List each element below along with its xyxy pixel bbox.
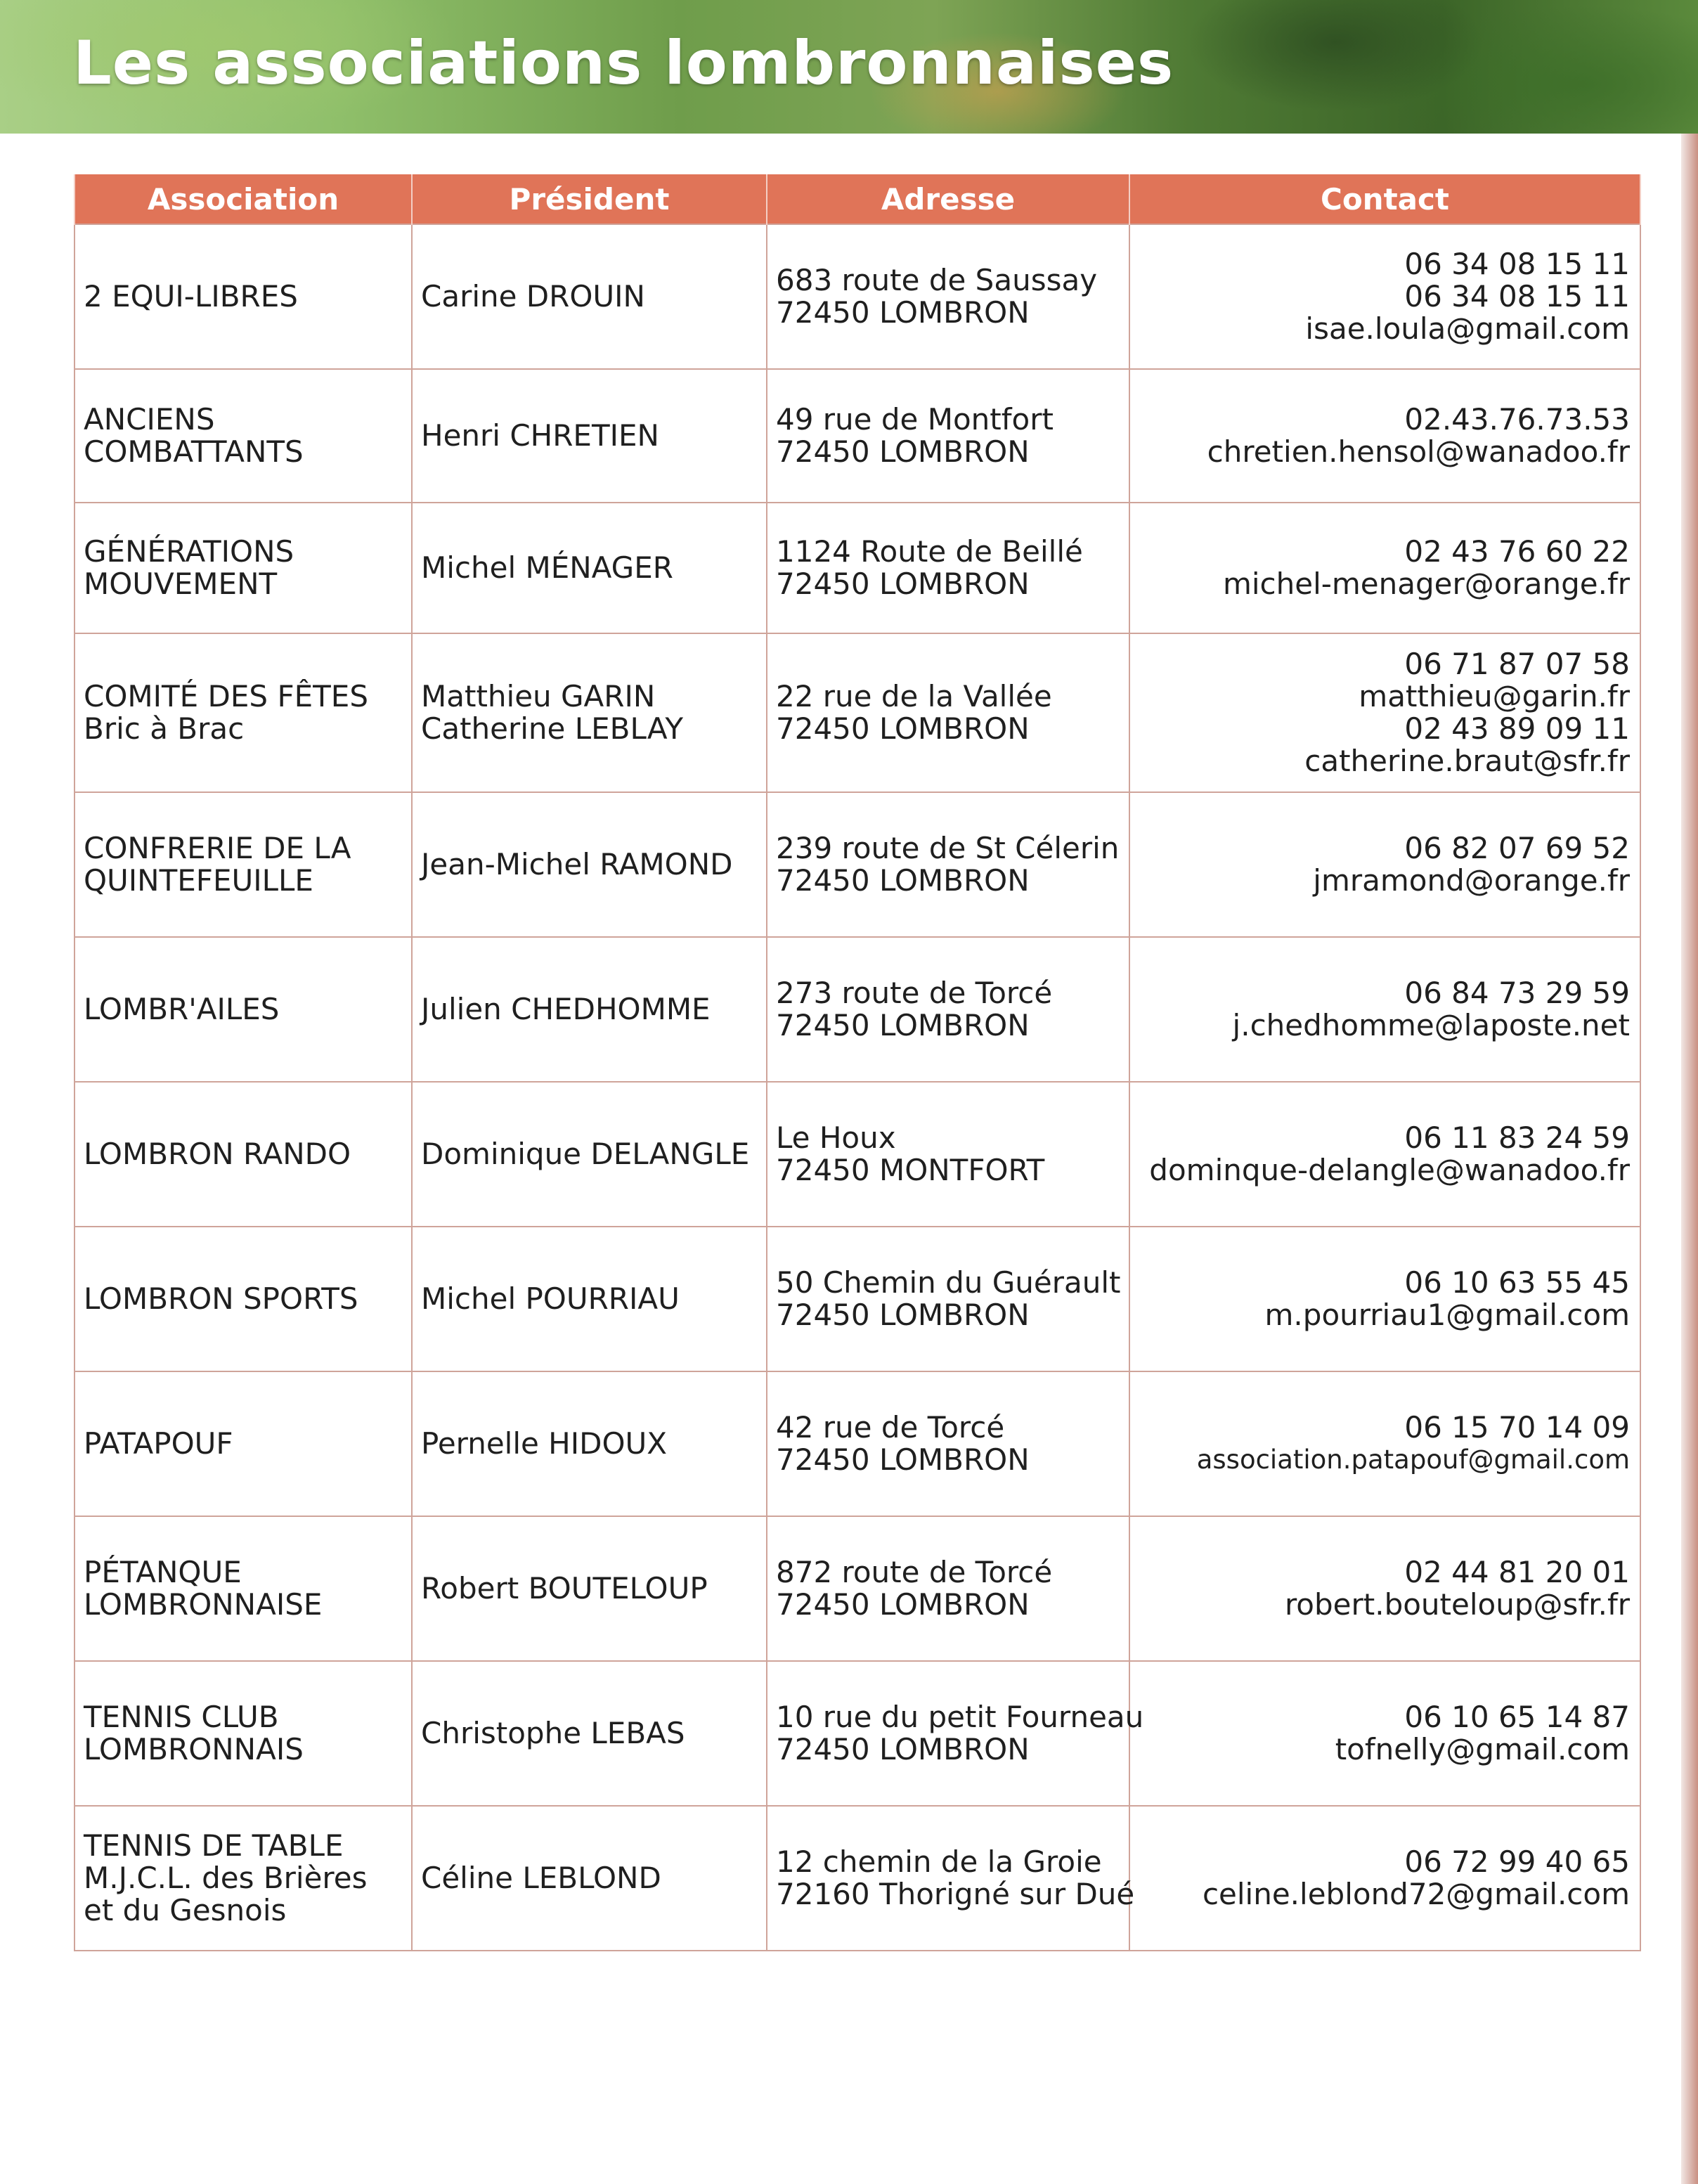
- table-row: [74, 633, 1640, 792]
- association-name: et du Gesnois: [84, 1893, 287, 1927]
- adresse-cell: [767, 1516, 1129, 1661]
- contact-cell: [1129, 633, 1640, 792]
- contact-email: isae.loula@gmail.com: [1305, 311, 1630, 346]
- contact-phone: 02 44 81 20 01: [1404, 1555, 1630, 1589]
- association-name: COMITÉ DES FÊTES: [84, 679, 368, 713]
- president-name: Céline LEBLOND: [421, 1861, 661, 1895]
- association-name: PATAPOUF: [84, 1426, 233, 1461]
- president-name: Carine DROUIN: [421, 279, 645, 314]
- table-header-row: [74, 174, 1640, 224]
- address-line: 72450 LOMBRON: [776, 863, 1030, 898]
- address-line: 22 rue de la Vallée: [776, 679, 1052, 713]
- president-name: Pernelle HIDOUX: [421, 1426, 668, 1461]
- association-name: M.J.C.L. des Brières: [84, 1861, 368, 1895]
- association-cell: [74, 1371, 412, 1516]
- contact-cell: [1129, 369, 1640, 503]
- association-cell: [74, 633, 412, 792]
- association-name: COMBATTANTS: [84, 434, 304, 469]
- president-cell: [412, 1806, 767, 1951]
- contact-phone: 06 71 87 07 58: [1404, 647, 1630, 681]
- contact-cell: [1129, 1806, 1640, 1951]
- contact-email: catherine.braut@sfr.fr: [1304, 744, 1630, 778]
- address-line: 72450 LOMBRON: [776, 295, 1030, 330]
- contact-phone: 06 11 83 24 59: [1404, 1120, 1630, 1155]
- president-cell: [412, 1661, 767, 1806]
- president-name: Michel POURRIAU: [421, 1281, 680, 1316]
- contact-cell: [1129, 1516, 1640, 1661]
- address-line: 683 route de Saussay: [776, 263, 1098, 297]
- address-line: 1124 Route de Beillé: [776, 534, 1083, 569]
- contact-cell: [1129, 792, 1640, 937]
- contact-email: m.pourriau1@gmail.com: [1264, 1298, 1630, 1332]
- president-cell: [412, 1082, 767, 1227]
- contact-cell: [1129, 1082, 1640, 1227]
- association-cell: [74, 369, 412, 503]
- table-row: [74, 1661, 1640, 1806]
- association-name: LOMBRON SPORTS: [84, 1281, 358, 1316]
- president-name: Henri CHRETIEN: [421, 418, 659, 453]
- address-line: 72450 LOMBRON: [776, 1008, 1030, 1042]
- association-cell: [74, 1806, 412, 1951]
- association-cell: [74, 792, 412, 937]
- president-name: Jean-Michel RAMOND: [421, 847, 733, 881]
- association-name: LOMBRONNAISE: [84, 1587, 323, 1622]
- table-row: [74, 224, 1640, 369]
- contact-phone: 06 84 73 29 59: [1404, 976, 1630, 1010]
- table-row: [74, 1371, 1640, 1516]
- president-name: Catherine LEBLAY: [421, 711, 683, 746]
- table-row: [74, 1082, 1640, 1227]
- contact-email: chretien.hensol@wanadoo.fr: [1207, 434, 1630, 469]
- president-cell: [412, 937, 767, 1082]
- president-name: Matthieu GARIN: [421, 679, 656, 713]
- president-cell: [412, 1516, 767, 1661]
- association-name: MOUVEMENT: [84, 567, 278, 601]
- association-cell: [74, 1227, 412, 1371]
- president-cell: [412, 224, 767, 369]
- president-name: Robert BOUTELOUP: [421, 1571, 708, 1605]
- association-cell: [74, 1661, 412, 1806]
- adresse-cell: [767, 792, 1129, 937]
- column-header-association: Association: [74, 174, 412, 224]
- contact-cell: [1129, 224, 1640, 369]
- contact-email: jmramond@orange.fr: [1313, 863, 1630, 898]
- contact-phone: 06 34 08 15 11: [1404, 279, 1630, 314]
- president-name: Michel MÉNAGER: [421, 550, 673, 585]
- president-cell: [412, 633, 767, 792]
- association-name: TENNIS DE TABLE: [84, 1828, 344, 1863]
- address-line: 72160 Thorigné sur Dué: [776, 1877, 1135, 1911]
- column-header-adresse: Adresse: [767, 174, 1129, 224]
- adresse-cell: [767, 1082, 1129, 1227]
- address-line: 273 route de Torcé: [776, 976, 1053, 1010]
- president-name: Christophe LEBAS: [421, 1716, 685, 1750]
- president-name: Julien CHEDHOMME: [421, 992, 711, 1026]
- association-name: 2 EQUI-LIBRES: [84, 279, 298, 314]
- president-cell: [412, 1227, 767, 1371]
- association-cell: [74, 224, 412, 369]
- contact-phone: 02.43.76.73.53: [1404, 402, 1630, 437]
- contact-phone: 06 82 07 69 52: [1404, 831, 1630, 865]
- association-cell: [74, 1082, 412, 1227]
- adresse-cell: [767, 1371, 1129, 1516]
- contact-email: celine.leblond72@gmail.com: [1202, 1877, 1630, 1911]
- associations-table: [74, 174, 1641, 1951]
- contact-cell: [1129, 503, 1640, 633]
- contact-phone: 02 43 76 60 22: [1404, 534, 1630, 569]
- page-title: Les associations lombronnaises: [73, 28, 1174, 98]
- table-row: [74, 1806, 1640, 1951]
- address-line: 49 rue de Montfort: [776, 402, 1054, 437]
- association-name: ANCIENS: [84, 402, 215, 437]
- association-name: LOMBR'AILES: [84, 992, 280, 1026]
- association-cell: [74, 503, 412, 633]
- contact-phone: 02 43 89 09 11: [1404, 711, 1630, 746]
- table-row: [74, 503, 1640, 633]
- contact-phone: 06 15 70 14 09: [1404, 1410, 1630, 1445]
- contact-email: tofnelly@gmail.com: [1335, 1732, 1630, 1766]
- address-line: 72450 LOMBRON: [776, 711, 1030, 746]
- table-row: [74, 937, 1640, 1082]
- adresse-cell: [767, 503, 1129, 633]
- adresse-cell: [767, 937, 1129, 1082]
- adresse-cell: [767, 369, 1129, 503]
- adresse-cell: [767, 1806, 1135, 1951]
- address-line: 72450 LOMBRON: [776, 434, 1030, 469]
- adresse-cell: [767, 633, 1129, 792]
- contact-phone: 06 72 99 40 65: [1404, 1844, 1630, 1879]
- table-row: [74, 792, 1640, 937]
- adresse-cell: [767, 224, 1129, 369]
- president-cell: [412, 369, 767, 503]
- address-line: 72450 MONTFORT: [776, 1153, 1045, 1187]
- contact-cell: [1129, 1371, 1640, 1516]
- contact-email: robert.bouteloup@sfr.fr: [1284, 1587, 1630, 1622]
- association-name: CONFRERIE DE LA: [84, 831, 351, 865]
- association-name: LOMBRONNAIS: [84, 1732, 304, 1766]
- association-name: GÉNÉRATIONS: [84, 534, 294, 569]
- table-row: [74, 1227, 1640, 1371]
- address-line: 50 Chemin du Guérault: [776, 1265, 1121, 1300]
- contact-phone: 06 34 08 15 11: [1404, 247, 1630, 281]
- association-name: QUINTEFEUILLE: [84, 863, 313, 898]
- table-row: [74, 1516, 1640, 1661]
- president-cell: [412, 792, 767, 937]
- president-name: Dominique DELANGLE: [421, 1137, 750, 1171]
- contact-phone: 06 10 65 14 87: [1404, 1700, 1630, 1734]
- association-name: PÉTANQUE: [84, 1555, 242, 1589]
- address-line: 72450 LOMBRON: [776, 1298, 1030, 1332]
- association-name: Bric à Brac: [84, 711, 245, 746]
- adresse-cell: [767, 1661, 1144, 1806]
- address-line: 10 rue du petit Fourneau: [776, 1700, 1144, 1734]
- association-name: TENNIS CLUB: [84, 1700, 279, 1734]
- contact-email: matthieu@garin.fr: [1359, 679, 1630, 713]
- address-line: 872 route de Torcé: [776, 1555, 1053, 1589]
- contact-cell: [1129, 937, 1640, 1082]
- president-cell: [412, 1371, 767, 1516]
- president-cell: [412, 503, 767, 633]
- contact-email: association.patapouf@gmail.com: [1196, 1445, 1630, 1475]
- address-line: 72450 LOMBRON: [776, 1587, 1030, 1622]
- column-header-contact: Contact: [1129, 174, 1640, 224]
- contact-email: dominque-delangle@wanadoo.fr: [1149, 1153, 1630, 1187]
- table-row: [74, 369, 1640, 503]
- page-edge-decoration: [1681, 134, 1698, 2184]
- address-line: 72450 LOMBRON: [776, 1442, 1030, 1477]
- column-header-president: Président: [412, 174, 767, 224]
- association-name: LOMBRON RANDO: [84, 1137, 351, 1171]
- association-cell: [74, 1516, 412, 1661]
- adresse-cell: [767, 1227, 1129, 1371]
- contact-cell: [1129, 1227, 1640, 1371]
- address-line: Le Houx: [776, 1120, 896, 1155]
- contact-email: j.chedhomme@laposte.net: [1232, 1008, 1630, 1042]
- address-line: 72450 LOMBRON: [776, 567, 1030, 601]
- contact-email: michel-menager@orange.fr: [1222, 567, 1630, 601]
- header-banner: [0, 0, 1698, 134]
- address-line: 239 route de St Célerin: [776, 831, 1120, 865]
- contact-phone: 06 10 63 55 45: [1404, 1265, 1630, 1300]
- association-cell: [74, 937, 412, 1082]
- address-line: 12 chemin de la Groie: [776, 1844, 1102, 1879]
- contact-cell: [1129, 1661, 1640, 1806]
- address-line: 72450 LOMBRON: [776, 1732, 1030, 1766]
- address-line: 42 rue de Torcé: [776, 1410, 1005, 1445]
